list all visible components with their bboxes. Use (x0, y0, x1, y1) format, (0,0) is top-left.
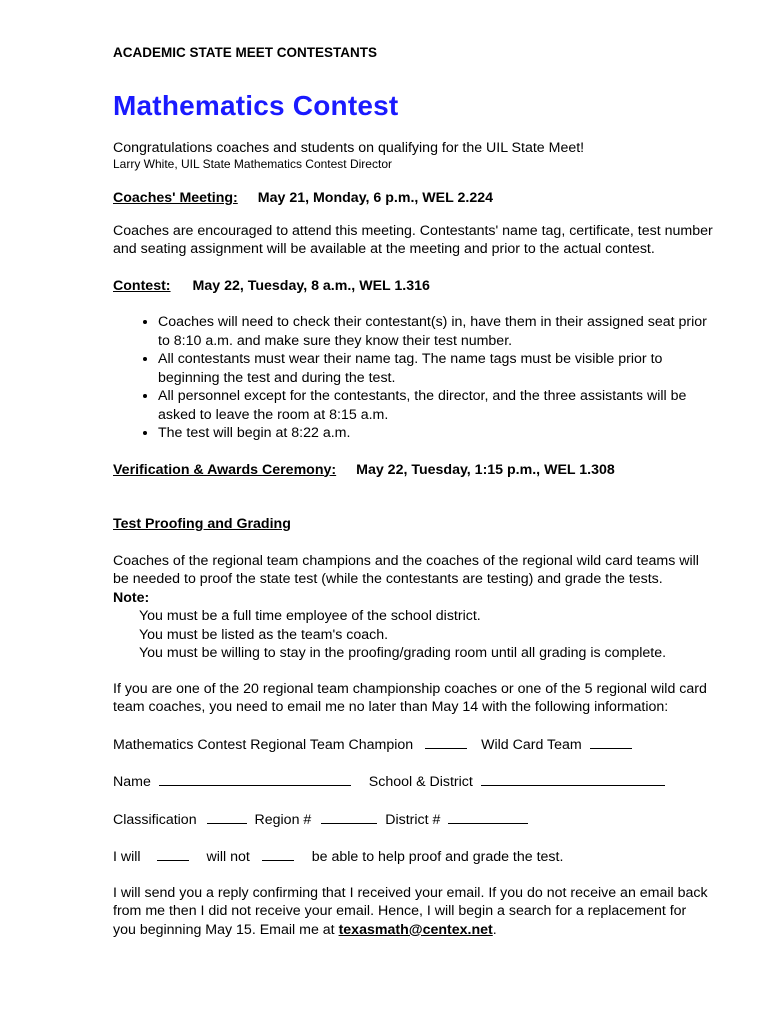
wildcard-blank[interactable] (590, 734, 632, 749)
champion-line (113, 734, 713, 755)
region-label: Region # (254, 811, 312, 828)
name-label: Name (113, 774, 151, 790)
name-blank[interactable] (159, 771, 351, 786)
email-request-text: If you are one of the 20 regional team championship coaches or one of the 5 regional wild card team coaches, you need to email me no later than May 14 with the following information: (113, 680, 707, 715)
will-not-blank[interactable] (262, 846, 294, 861)
name-line (113, 771, 713, 792)
list-item: • All personnel except for the contestants, the director, and the three assistants will be asked to leave the room at 8:15 a.m. (158, 387, 713, 424)
wildcard-label: Wild Card Team (481, 736, 582, 753)
closing-paragraph (113, 884, 713, 940)
classification-label: Classification (113, 811, 197, 828)
champion-blank[interactable] (425, 734, 467, 749)
closing-period: . (492, 921, 497, 938)
contest-bullet-list (113, 313, 713, 443)
director-credit: Larry White, UIL State Mathematics Contest Director (113, 157, 392, 171)
school-blank[interactable] (481, 771, 665, 786)
page-title: Mathematics Contest (113, 89, 399, 121)
help-line (113, 846, 713, 867)
district-label: District # (385, 811, 441, 828)
contest-heading (113, 277, 713, 296)
coaches-meeting-label: Coaches' Meeting: (113, 190, 238, 206)
help-text: be able to help proof and grade the test. (311, 849, 564, 865)
will-not-label: will not (206, 849, 250, 865)
note-item: You must be willing to stay in the proofing/grading room until all grading is complete. (139, 645, 667, 661)
congratulations-text: Congratulations coaches and students on qualifying for the UIL State Meet! (113, 139, 585, 156)
i-will-blank[interactable] (157, 846, 189, 861)
proofing-heading: Test Proofing and Grading (113, 516, 291, 532)
champion-label: Mathematics Contest Regional Team Champion (113, 736, 414, 753)
list-item: • Coaches will need to check their contestant(s) in, have them in their assigned seat prior to 8:10 a.m. and make sure they know their test number. (158, 313, 713, 350)
classification-line (113, 809, 713, 830)
i-will-label: I will (113, 849, 141, 865)
school-label: School & District (368, 774, 473, 790)
verification-heading (113, 461, 713, 480)
verification-when: May 22, Tuesday, 1:15 p.m., WEL 1.308 (356, 461, 615, 478)
list-item: • The test will begin at 8:22 a.m. (158, 424, 713, 443)
contest-label: Contest: (113, 277, 171, 294)
note-item: You must be listed as the team's coach. (139, 626, 389, 643)
coaches-meeting-text: Coaches are encouraged to attend this meeting. Contestants' name tag, certificate, test number and seating assignment will be available at the meeting and prior to the actual contest. (113, 222, 713, 257)
note-item: You must be a full time employee of the school district. (139, 608, 481, 624)
document-page (113, 44, 713, 939)
contest-when: May 22, Tuesday, 8 a.m., WEL 1.316 (192, 277, 430, 294)
coaches-meeting-when: May 21, Monday, 6 p.m., WEL 2.224 (257, 190, 494, 206)
note-label: Note: (113, 589, 150, 606)
list-item: • All contestants must wear their name tag. The name tags must be visible prior to beginning the test and during the test. (158, 350, 713, 387)
closing-text: I will send you a reply confirming that I received your email. If you do not receive an email back from me then I did not receive your email. Hence, I will begin a search for a replacement for you beginning May 15. Email me at (113, 884, 708, 938)
district-blank[interactable] (448, 809, 528, 824)
email-link[interactable]: texasmath@centex.net (338, 921, 493, 938)
coaches-meeting-heading (113, 189, 713, 208)
region-blank[interactable] (321, 809, 377, 824)
document-header: ACADEMIC STATE MEET CONTESTANTS (113, 45, 377, 60)
proofing-text: Coaches of the regional team champions and the coaches of the regional wild card teams will be needed to proof the state test (while the contestants are testing) and grade the tests. (113, 552, 699, 587)
classification-blank[interactable] (207, 809, 247, 824)
verification-label: Verification & Awards Ceremony: (113, 461, 337, 478)
